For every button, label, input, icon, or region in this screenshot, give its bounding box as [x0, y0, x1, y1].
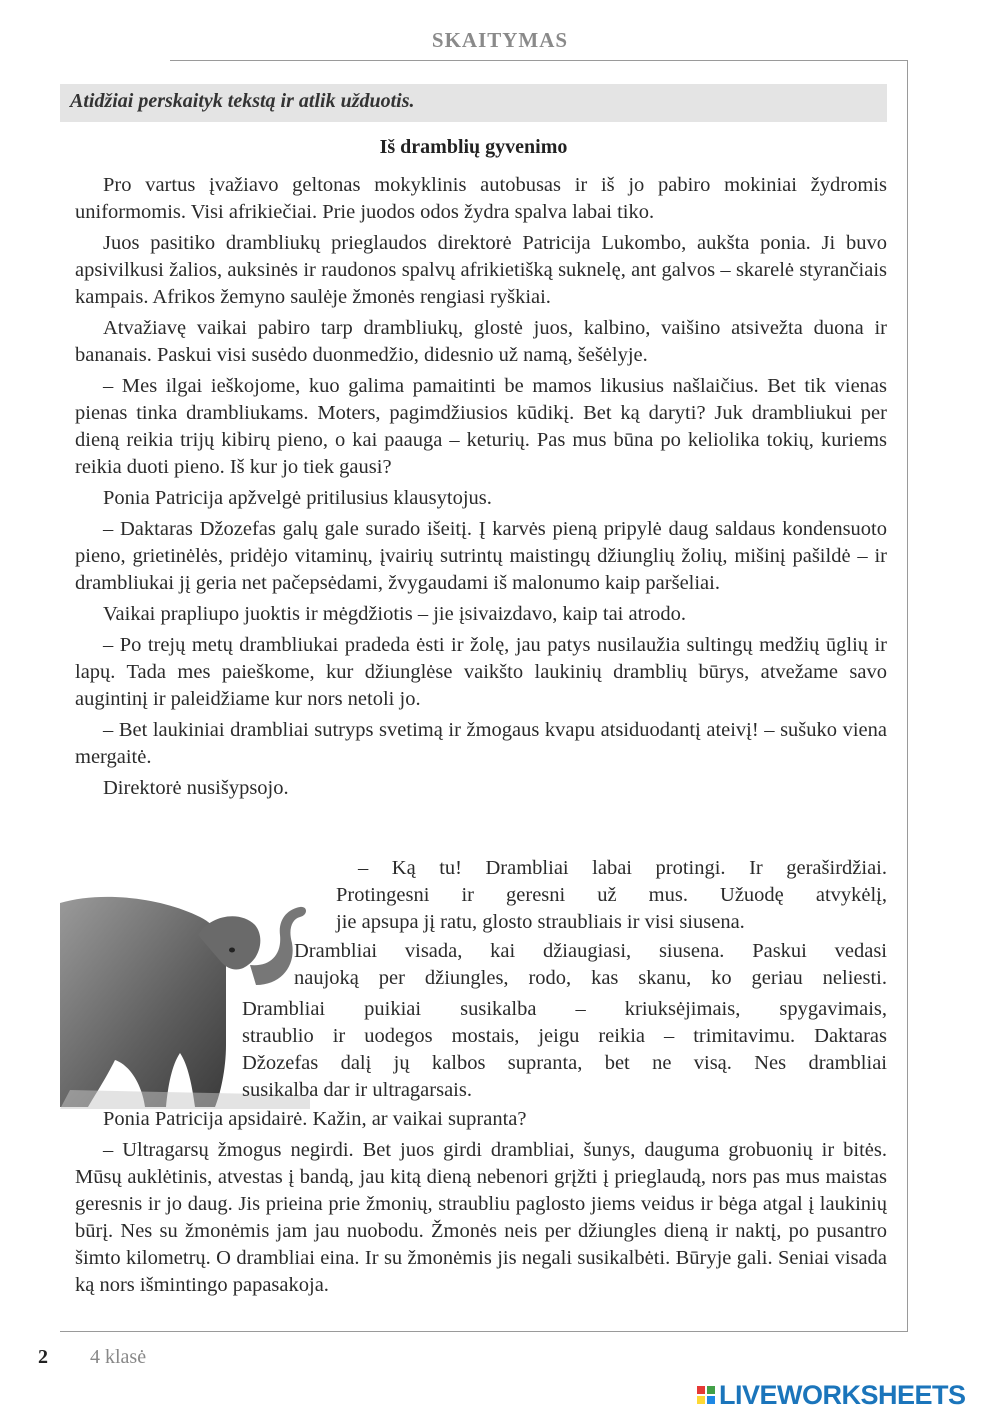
wrap-line: – Ką tu! Drambliai labai protingi. Ir geraširdžiai. — [358, 857, 887, 879]
grade-label: 4 klasė — [90, 1346, 147, 1368]
frame-top-border — [170, 60, 908, 61]
page-number: 2 — [38, 1346, 48, 1368]
paragraph: – Ultragarsų žmogus negirdi. Bet juos girdi drambliai, šunys, dauguma grobuonių ir bitės. Mūsų auklėtinis, atvestas į bandą, jau kitą dieną nebenori grįžti į prieglaudą, nors pas mus maistas geresnis ir jo daug. Jis prieina prie žmonių, straubliu paglosto jiems veidus ir bėga atgal į laukinių būrį. Nes su žmonėmis jam jau nuobodu. Žmonės neis per džiungles dieną ir naktį, po pusantro šimto kilometrų. O drambliai eina. Ir su žmonėmis jis negali susikalbėti. Būryje gali. Seniai visada ką nors išmintingo papasakoja. — [75, 1139, 887, 1296]
paragraph: Pro vartus įvažiavo geltonas mokyklinis autobusas ir iš jo pabiro mokiniai žydromis uniformomis. Visi afrikiečiai. Prie juodos odos žydra spalva labai tiko. — [75, 174, 887, 223]
logo-squares-icon — [697, 1386, 715, 1404]
wrap-line: Džozefas dalį jų kalbos supranta, bet ne visą. Nes drambliai — [242, 1052, 887, 1074]
paragraph: – Daktaras Džozefas galų gale surado išeitį. Į karvės pieną pripylė daug saldaus kondensuoto pieno, grietinėlės, pridėjo vitaminų, įvairių sutrintų maistingų džiunglių žolių, mišinį pašildė – ir drambliukai jį geria net pačepsėdami, žvygaudami iš malonumo kaip paršeliai. — [75, 518, 887, 594]
story-text-bottom — [75, 1106, 887, 1303]
wrap-line: Drambliai puikiai susikalba – kriuksėjimais, spygavimais, — [242, 998, 887, 1020]
story-title: Iš dramblių gyvenimo — [379, 136, 568, 158]
instruction-banner: Atidžiai perskaityk tekstą ir atlik užduotis. — [60, 84, 887, 122]
story-text-top — [75, 172, 887, 806]
paragraph: Ponia Patricija apžvelgė pritilusius klausytojus. — [103, 487, 492, 509]
frame-right-border — [907, 60, 908, 1332]
paragraph: – Bet laukiniai drambliai sutryps svetimą ir žmogaus kvapu atsiduodantį ateivį! – sušuko viena mergaitė. — [75, 719, 887, 768]
wrap-line: straublio ir uodegos mostais, jeigu reikia – trimitavimu. Daktaras — [242, 1025, 887, 1047]
paragraph: Direktorė nusišypsojo. — [103, 777, 289, 799]
paragraph: Vaikai prapliupo juoktis ir mėgdžiotis – jie įsivaizdavo, kaip tai atrodo. — [103, 603, 686, 625]
paragraph: Ponia Patricija apsidairė. Kažin, ar vaikai supranta? — [103, 1108, 527, 1130]
paragraph: Atvažiavę vaikai pabiro tarp drambliukų, glostė juos, kalbino, vaišino atsivežta duona ir bananais. Paskui visi susėdo duonmedžio, didesnio už namą, šešėlyje. — [75, 317, 887, 366]
frame-bottom-border — [60, 1331, 908, 1332]
wrap-line: Drambliai visada, kai džiaugiasi, siusena. Paskui vedasi — [294, 940, 887, 962]
wrap-line: Protingesni ir geresni už mus. Užuodę atvykėlį, — [336, 884, 887, 906]
brand-name: LIVEWORKSHEETS — [719, 1379, 966, 1410]
paragraph: – Mes ilgai ieškojome, kuo galima pamaitinti be mamos likusius našlaičius. Bet tik vienas pienas tinka drambliukams. Moters, pagimdžiusios kūdikį. Bet ką daryti? Juk drambliukui per dieną reikia trijų kibirų pieno, o kai paauga – keturių. Pas mus būna po keliolika tokių, kuriems reikia duoti pieno. Iš kur jo tiek gausi? — [75, 375, 887, 478]
liveworksheets-logo[interactable] — [697, 1381, 966, 1409]
wrap-line: jie apsupa jį ratu, glosto straubliais ir visi siusena. — [336, 911, 745, 933]
section-header: SKAITYMAS — [431, 28, 569, 52]
paragraph: Juos pasitiko drambliukų prieglaudos direktorė Patricija Lukombo, aukšta ponia. Ji buvo apsivilkusi žalios, auksinės ir raudonos spalvų afrikietišką suknelę, ant galvos – skarelė styrančiais kampais. Afrikos žemyno saulėje žmonės rengiasi ryškiai. — [75, 232, 887, 308]
wrap-line: susikalba dar ir ultragarsais. — [242, 1079, 472, 1101]
wrap-line: naujoką per džiungles, rodo, kas skanu, ko geriau neliesti. — [294, 967, 887, 989]
paragraph: – Po trejų metų drambliukai pradeda ėsti ir žolę, jau patys nusilaužia sultingų medžių ūglių ir lapų. Tada mes paieškome, kur džiunglėse vaikšto laukinių dramblių būrys, atvežame savo augintinį ir paleidžiame kur nors netoli jo. — [75, 634, 887, 710]
